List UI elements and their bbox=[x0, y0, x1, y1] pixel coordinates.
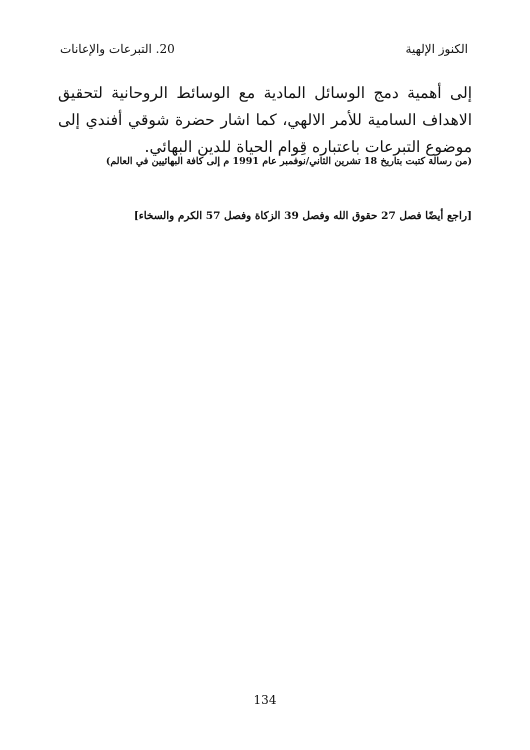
source-citation: (من رسالة كتبت بتاريخ 18 تشرين الثاني/نوفمبر عام 1991 م إلى كافة البهائيين في العالم) bbox=[105, 156, 472, 167]
see-also-reference: [راجع أيضًا فصل 27 حقوق الله وفصل 39 الزكاة وفصل 57 الكرم والسخاء] bbox=[133, 210, 472, 222]
running-header-book-title: الكنوز الإلهية bbox=[405, 42, 468, 56]
page-number: 134 bbox=[253, 693, 277, 707]
body-text bbox=[58, 80, 472, 161]
body-paragraph: إلى أهمية دمج الوسائل المادية مع الوسائط الروحانية لتحقيق الاهداف السامية للأمر الالهي، كما اشار حضرة شوقي أفندي إلى موضوع التبرعات باعتباره قِوام الحياة للدين البهائي. bbox=[58, 84, 472, 156]
running-header-chapter-title: 20. التبرعات والإعانات bbox=[60, 42, 175, 56]
